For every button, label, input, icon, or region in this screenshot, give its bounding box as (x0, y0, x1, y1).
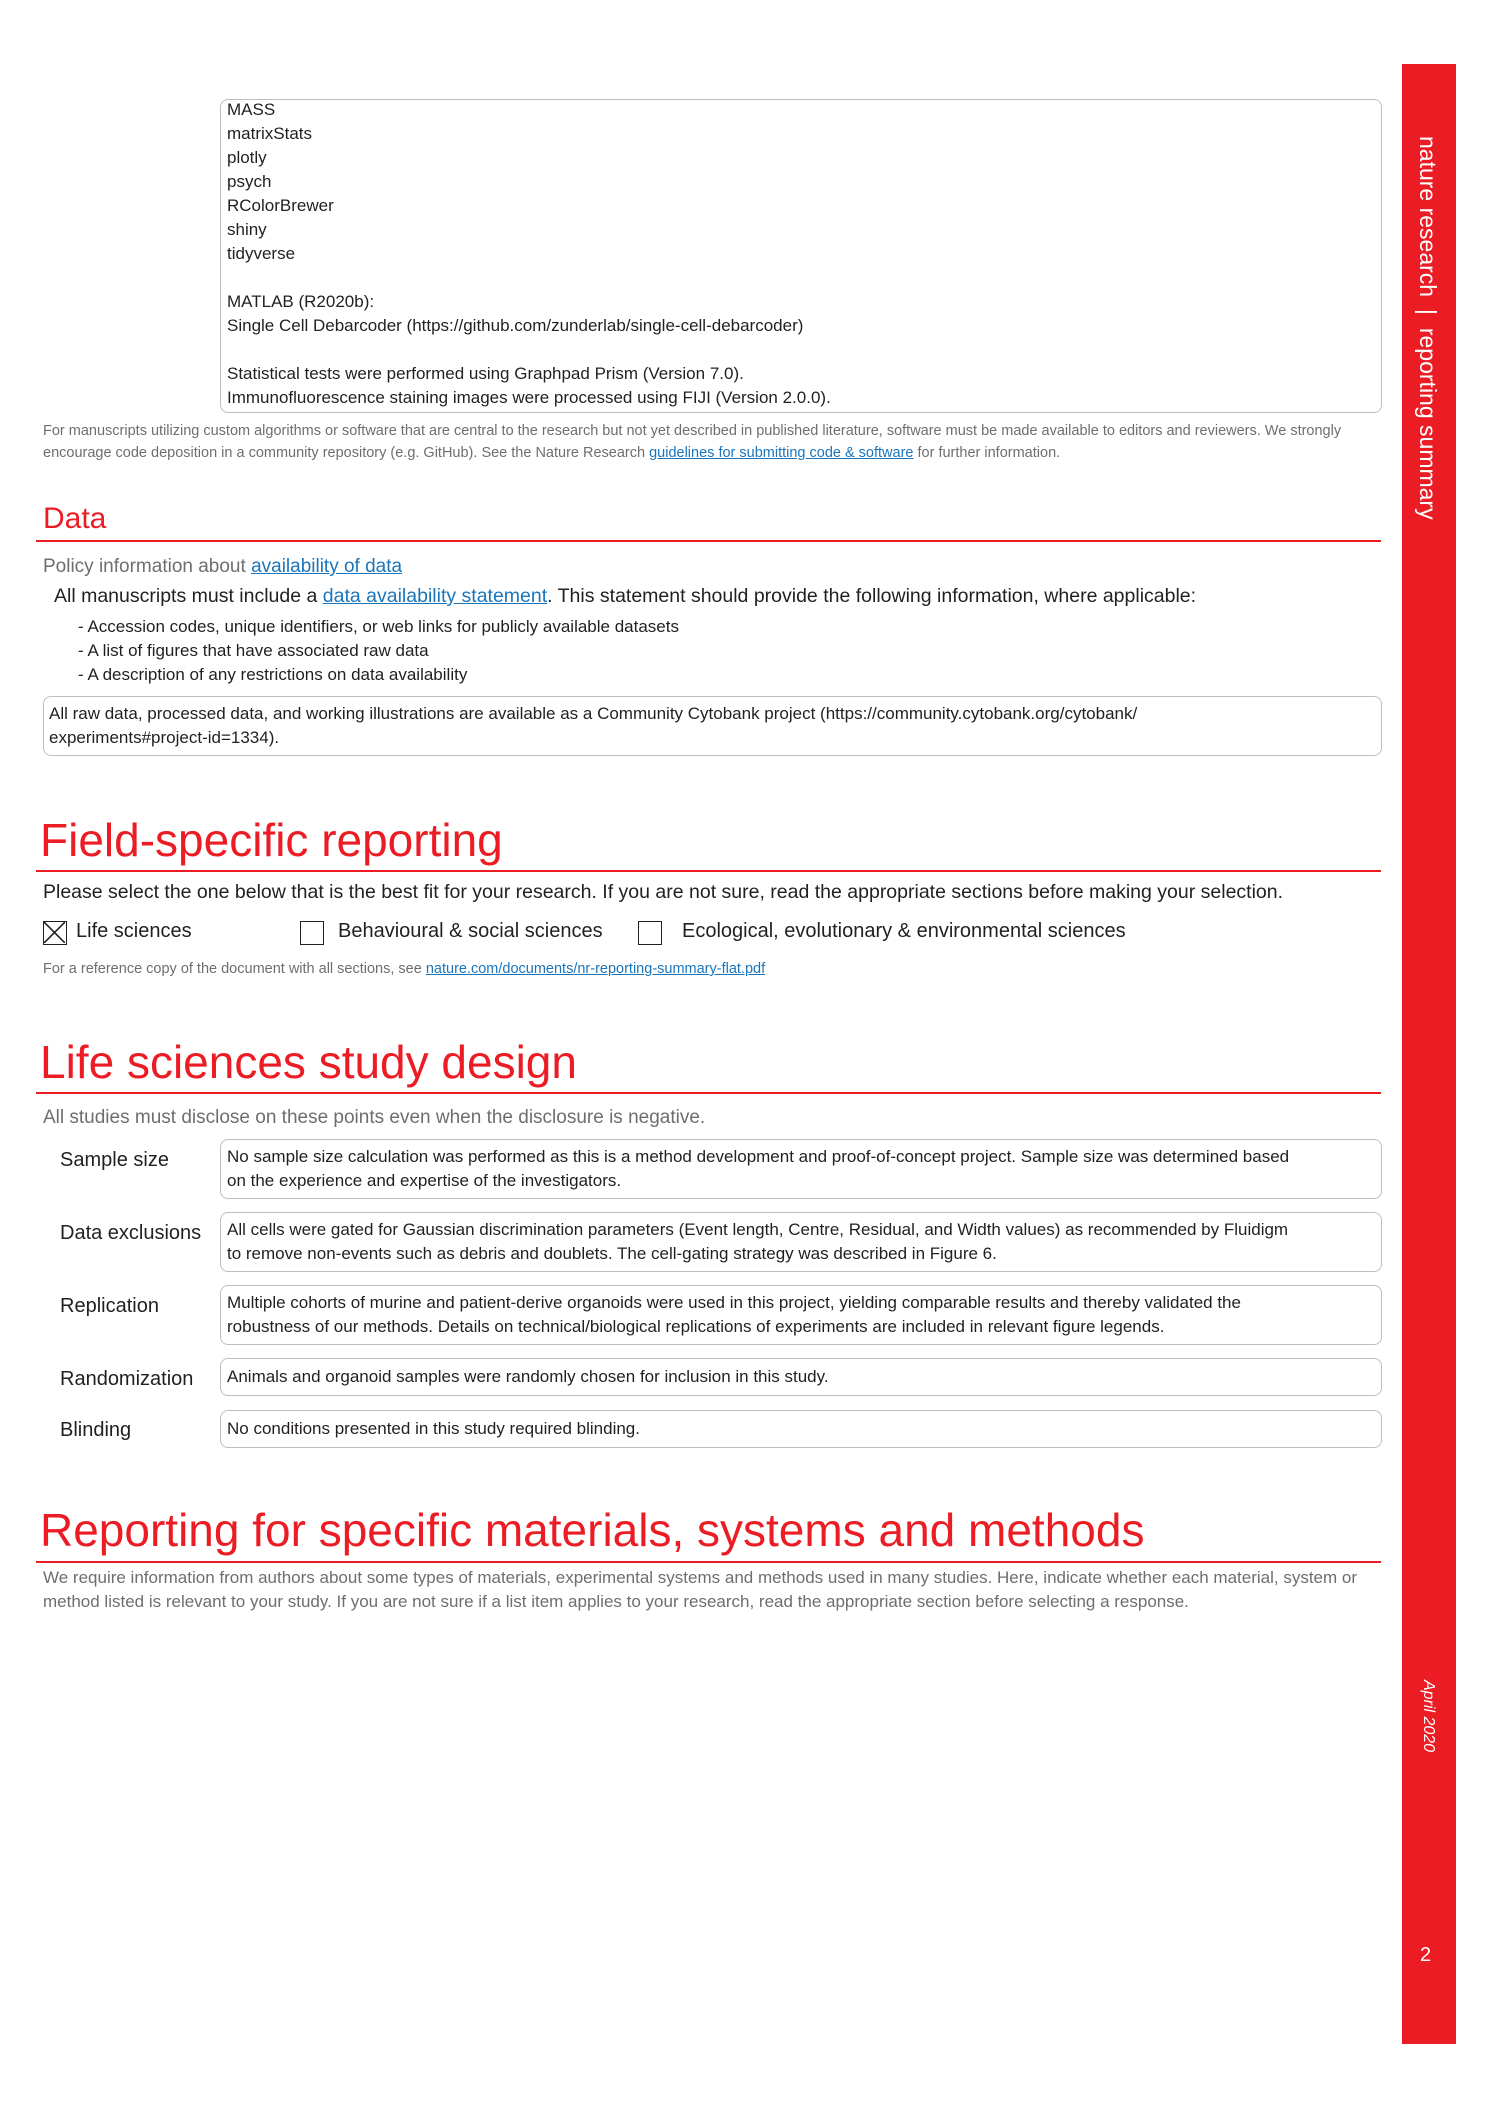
data-policy-text: Policy information about (43, 556, 252, 577)
data-heading: Data (43, 502, 107, 535)
sample-size-answer-box[interactable] (220, 1139, 1382, 1199)
software-note-suffix: for further information. (913, 445, 1061, 461)
brand-name: nature research (1415, 136, 1441, 298)
reference-copy-note (43, 958, 765, 980)
randomization-answer: Animals and organoid samples were randomly chosen for inclusion in this study. (227, 1367, 829, 1386)
field-instruction: Please select the one below that is the best fit for your research. If you are not sure, read the appropriate sections before making your selection. (43, 881, 1284, 903)
materials-intro: We require information from authors about some types of materials, experimental systems and methods used in many studies. Here, indicate whether each material, system or method listed is relevant to your study. If you are not sure if a list item applies to your research, read the appropriate section before selecting a response. (43, 1568, 1358, 1611)
software-answer-box[interactable] (220, 99, 1382, 413)
life-heading-rule (36, 1092, 1381, 1094)
checked-x-icon (44, 922, 65, 943)
ecological-sciences-checkbox[interactable] (638, 921, 662, 945)
life-sciences-label[interactable]: Life sciences (76, 920, 192, 942)
document-title: reporting summary (1415, 327, 1441, 520)
data-answer-box[interactable] (43, 696, 1382, 756)
replication-answer: Multiple cohorts of murine and patient-derive organoids were used in this project, yielding comparable results and thereby validated the robustness of our methods. Details on technical/biological replications of experiments are included in relevant figure legends. (227, 1293, 1241, 1336)
data-bullets (78, 615, 679, 687)
sidebar-date: April 2020 (1420, 1680, 1437, 1753)
reference-copy-text: For a reference copy of the document with all sections, see (43, 961, 426, 977)
reporting-summary-sidebar (1402, 64, 1456, 2044)
software-note (43, 420, 1383, 464)
blinding-label: Blinding (60, 1419, 132, 1441)
behavioural-sciences-label[interactable]: Behavioural & social sciences (338, 920, 603, 942)
data-statement-suffix: . This statement should provide the following information, where applicable: (547, 585, 1197, 607)
sample-size-label: Sample size (60, 1149, 169, 1171)
data-exclusions-label: Data exclusions (60, 1222, 202, 1244)
field-heading-rule (36, 870, 1381, 872)
availability-of-data-link[interactable]: availability of data (251, 556, 403, 577)
randomization-answer-box[interactable] (220, 1358, 1382, 1396)
life-sciences-heading: Life sciences study design (40, 1036, 577, 1088)
life-sciences-checkbox[interactable] (43, 921, 67, 945)
software-answer-text: MASS matrixStats plotly psych RColorBrewer shiny tidyverse MATLAB (R2020b): Single Cell Debarcoder (https://github.com/zunderlab/single-cell-debarcoder) Statistical tests were performed using Graphpad Prism (Version 7.0). Immunofluorescence staining images were processed using FIJI (Version 2.0.0). (227, 100, 831, 407)
data-availability-statement-link[interactable]: data availability statement (322, 585, 548, 607)
blinding-answer-box[interactable] (220, 1410, 1382, 1448)
replication-label: Replication (60, 1295, 159, 1317)
sample-size-answer: No sample size calculation was performed as this is a method development and proof-of-concept project. Sample size was determined based on the experience and expertise of the investigators. (227, 1147, 1290, 1190)
ecological-sciences-label[interactable]: Ecological, evolutionary & environmental sciences (682, 920, 1126, 942)
data-answer-text: All raw data, processed data, and working illustrations are available as a Community Cytobank project (https://community.cytobank.org/cytobank/ experiments#project-id=1334). (49, 704, 1138, 747)
blinding-answer: No conditions presented in this study required blinding. (227, 1419, 640, 1438)
replication-answer-box[interactable] (220, 1285, 1382, 1345)
sidebar-title (1414, 136, 1441, 520)
field-specific-heading: Field-specific reporting (40, 814, 503, 866)
data-exclusions-answer: All cells were gated for Gaussian discrimination parameters (Event length, Centre, Residual, and Width values) as recommended by Fluidigm to remove non-events such as debris and doublets. The cell-gating strategy was described in Figure 6. (227, 1220, 1289, 1263)
software-note-text: For manuscripts utilizing custom algorithms or software that are central to the research but not yet described in published literature, software must be made available to editors and reviewers. We strongly encourage code deposition in a community repository (e.g. GitHub). See the Nature Research (43, 423, 1342, 461)
life-intro: All studies must disclose on these points even when the disclosure is negative. (43, 1107, 706, 1128)
data-exclusions-answer-box[interactable] (220, 1212, 1382, 1272)
title-separator: | (1415, 309, 1441, 316)
data-bullet: - Accession codes, unique identifiers, or web links for publicly available datasets (78, 617, 679, 636)
data-bullet: - A description of any restrictions on data availability (78, 665, 468, 684)
data-policy (43, 556, 402, 578)
page-number: 2 (1420, 1944, 1432, 1966)
data-heading-rule (36, 540, 1381, 542)
data-statement (54, 585, 1196, 608)
code-guidelines-link[interactable]: guidelines for submitting code & software (649, 445, 914, 461)
randomization-label: Randomization (60, 1368, 194, 1390)
data-bullet: - A list of figures that have associated raw data (78, 641, 429, 660)
materials-heading: Reporting for specific materials, systems and methods (40, 1504, 1145, 1556)
materials-heading-rule (36, 1561, 1381, 1563)
reporting-summary-pdf-link[interactable]: nature.com/documents/nr-reporting-summary-flat.pdf (425, 961, 766, 977)
data-statement-text: All manuscripts must include a (54, 585, 323, 607)
behavioural-sciences-checkbox[interactable] (300, 921, 324, 945)
